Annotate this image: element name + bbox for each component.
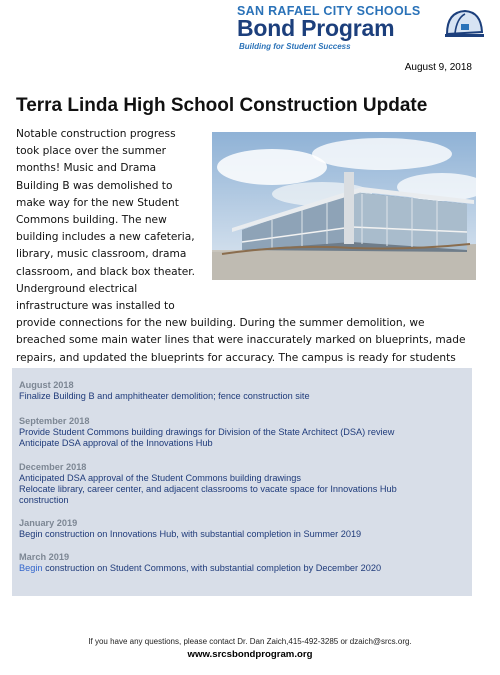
timeline-item — [19, 563, 465, 574]
website-link[interactable]: www.srcsbondprogram.org — [187, 649, 313, 660]
timeline-item: construction — [19, 495, 69, 505]
timeline-month: September 2018 — [19, 416, 90, 426]
timeline-item: Finalize Building B and amphitheater demolition; fence construction site — [19, 391, 310, 401]
contact-note: If you have any questions, please contact Dr. Dan Zaich,415-492-3285 or dzaich@srcs.org. — [88, 637, 412, 646]
logo-district-name: SAN RAFAEL CITY SCHOOLS — [237, 4, 421, 18]
timeline-item: Begin construction on Innovations Hub, with substantial completion in Summer 2019 — [19, 529, 362, 539]
timeline-entry — [19, 552, 465, 574]
building-rendering-graphic — [212, 132, 476, 280]
timeline-month: August 2018 — [19, 380, 74, 390]
timeline-entry — [19, 380, 465, 402]
hard-hat-icon — [443, 6, 485, 42]
timeline-item-text: construction on Student Commons, with substantial completion by December 2020 — [45, 563, 382, 573]
timeline-item: Anticipate DSA approval of the Innovations Hub — [19, 438, 213, 448]
intro-paragraph: Notable construction progress took place over the summer months! Music and Drama Building B was demolished to make way for the new Student Commons building. The new building includes a new cafeteria, library, music classroom, drama classroom, and black box theater. Underground electrical infrastructure was installed to provide connections for the new building. During the summer demolition, we breached some main water lines that were inaccurately marked on blueprints, made repairs, and updated the blueprints for accuracy. The campus is ready for students — [16, 128, 466, 364]
construction-timeline — [12, 368, 472, 596]
page-title: Terra Linda High School Construction Update — [16, 95, 428, 116]
timeline-month: December 2018 — [19, 462, 87, 472]
intro-section — [16, 126, 476, 384]
publication-date: August 9, 2018 — [404, 62, 472, 73]
timeline-month: March 2019 — [19, 552, 70, 562]
logo-tagline: Building for Student Success — [239, 42, 351, 51]
building-rendering-image — [212, 132, 476, 308]
timeline-month: January 2019 — [19, 518, 78, 528]
timeline-item: Anticipated DSA approval of the Student Commons building drawings — [19, 473, 301, 483]
timeline-entry — [19, 518, 465, 540]
timeline-entry — [19, 416, 465, 449]
timeline-item: Provide Student Commons building drawings for Division of the State Architect (DSA) review — [19, 427, 395, 437]
bond-program-logo — [237, 4, 487, 52]
timeline-entry — [19, 462, 465, 506]
logo-program-name: Bond Program — [237, 15, 395, 41]
timeline-item: Relocate library, career center, and adjacent classrooms to vacate space for Innovations Hub — [19, 484, 397, 494]
timeline-item-lead: Begin — [19, 563, 43, 573]
